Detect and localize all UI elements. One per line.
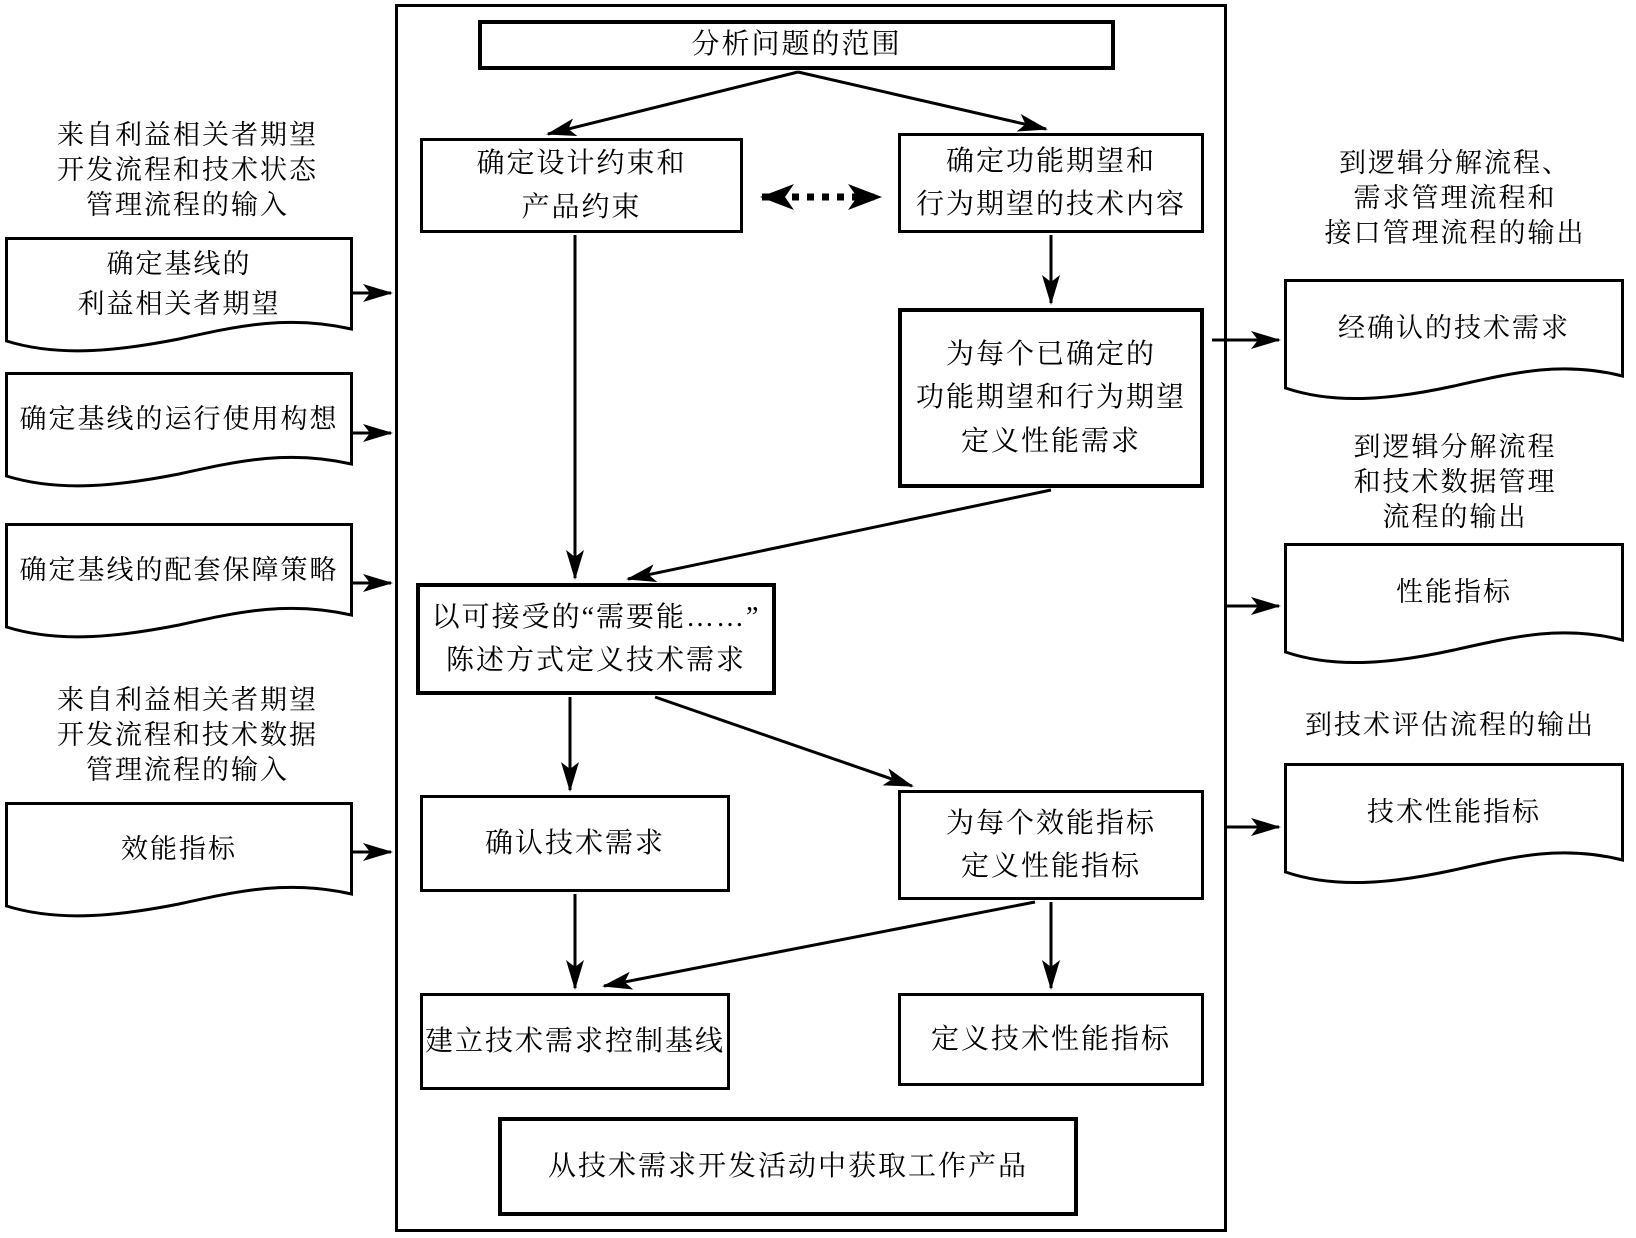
- box-performance-indicators: [898, 790, 1204, 900]
- doc-operation-line1: 确定基线的运行使用构想: [19, 403, 339, 434]
- box-work-products: [498, 1117, 1078, 1216]
- label-output2-line3: 流程的输出: [1382, 502, 1528, 532]
- doc-operation-concept-text: [5, 372, 353, 466]
- box-performance-requirements-line2: 功能期望和行为期望: [915, 382, 1186, 414]
- box-analyze-scope: [478, 20, 1115, 70]
- box-design-constraints-line2: 产品约束: [521, 191, 642, 223]
- box-baseline-control: [420, 993, 730, 1090]
- box-analyze-scope-label: 分析问题的范围: [691, 29, 902, 61]
- label-output-group1: [1290, 146, 1620, 251]
- label-input-bottom-line3: 管理流程的输入: [86, 755, 289, 785]
- box-design-constraints-line1: 确定设计约束和: [476, 148, 687, 180]
- label-input-top-line2: 开发流程和技术状态: [57, 155, 318, 185]
- box-functional-expectations-line2: 行为期望的技术内容: [915, 189, 1186, 220]
- box-confirm-requirements-label: 确认技术需求: [484, 827, 665, 859]
- doc-performance-indicators-text: [1284, 543, 1624, 642]
- box-work-products-label: 从技术需求开发活动中获取工作产品: [547, 1150, 1028, 1182]
- doc-tech-performance-indicators-text: [1284, 763, 1624, 862]
- box-define-tech-requirements: [416, 583, 776, 695]
- label-input-bottom-line2: 开发流程和技术数据: [57, 720, 318, 750]
- label-output1-line1: 到逻辑分解流程、: [1339, 148, 1571, 178]
- doc-performance-indicators-line1: 性能指标: [1396, 577, 1512, 608]
- doc-tech-performance-indicators-line1: 技术性能指标: [1367, 797, 1541, 828]
- doc-confirmed-requirements-text: [1284, 279, 1624, 378]
- doc-stakeholder-expectations-text: [5, 237, 353, 331]
- doc-operation-concept: [5, 372, 353, 490]
- box-confirm-requirements: [420, 795, 730, 892]
- doc-support-strategy-text: [5, 523, 353, 617]
- box-define-tech-performance: [898, 993, 1204, 1086]
- box-define-tech-performance-label: 定义技术性能指标: [930, 1023, 1171, 1055]
- box-baseline-control-label: 建立技术需求控制基线: [424, 1025, 725, 1057]
- box-performance-indicators-line2: 定义性能指标: [960, 851, 1141, 882]
- box-design-constraints: [420, 138, 743, 233]
- doc-performance-indicators: [1284, 543, 1624, 668]
- box-functional-expectations: [898, 133, 1204, 233]
- label-input-bottom: [15, 683, 360, 788]
- box-performance-indicators-line1: 为每个效能指标: [945, 807, 1156, 839]
- box-define-tech-requirements-line1: 以可接受的“需要能……”: [431, 601, 761, 633]
- label-output-group2: [1290, 430, 1620, 535]
- box-performance-requirements: [898, 308, 1204, 488]
- label-output-group3: [1270, 708, 1630, 743]
- label-input-bottom-line1: 来自利益相关者期望: [57, 685, 318, 715]
- doc-support-line1: 确定基线的配套保障策略: [19, 554, 339, 585]
- doc-effectiveness-indicators-text: [5, 802, 353, 896]
- doc-stakeholder-line2: 利益相关者期望: [77, 289, 281, 319]
- box-performance-requirements-line3: 定义性能需求: [960, 425, 1141, 457]
- doc-stakeholder-line1: 确定基线的: [106, 248, 252, 279]
- box-performance-requirements-line1: 为每个已确定的: [945, 338, 1156, 370]
- doc-support-strategy: [5, 523, 353, 641]
- doc-effectiveness-indicators: [5, 802, 353, 920]
- doc-confirmed-requirements: [1284, 279, 1624, 404]
- label-output1-line2: 需求管理流程和: [1353, 183, 1557, 213]
- label-input-top: [15, 118, 360, 223]
- doc-stakeholder-expectations: [5, 237, 353, 355]
- label-output2-line2: 和技术数据管理: [1353, 467, 1557, 497]
- label-output1-line3: 接口管理流程的输出: [1324, 218, 1586, 248]
- doc-confirmed-requirements-line1: 经确认的技术需求: [1338, 313, 1570, 344]
- box-functional-expectations-line1: 确定功能期望和: [945, 145, 1156, 177]
- label-input-top-line1: 来自利益相关者期望: [57, 120, 318, 150]
- label-output2-line1: 到逻辑分解流程: [1353, 432, 1557, 462]
- label-output3-line1: 到技术评估流程的输出: [1305, 710, 1595, 740]
- doc-effectiveness-line1: 效能指标: [121, 833, 237, 864]
- box-define-tech-requirements-line2: 陈述方式定义技术需求: [445, 645, 746, 676]
- label-input-top-line3: 管理流程的输入: [86, 190, 289, 220]
- doc-tech-performance-indicators: [1284, 763, 1624, 888]
